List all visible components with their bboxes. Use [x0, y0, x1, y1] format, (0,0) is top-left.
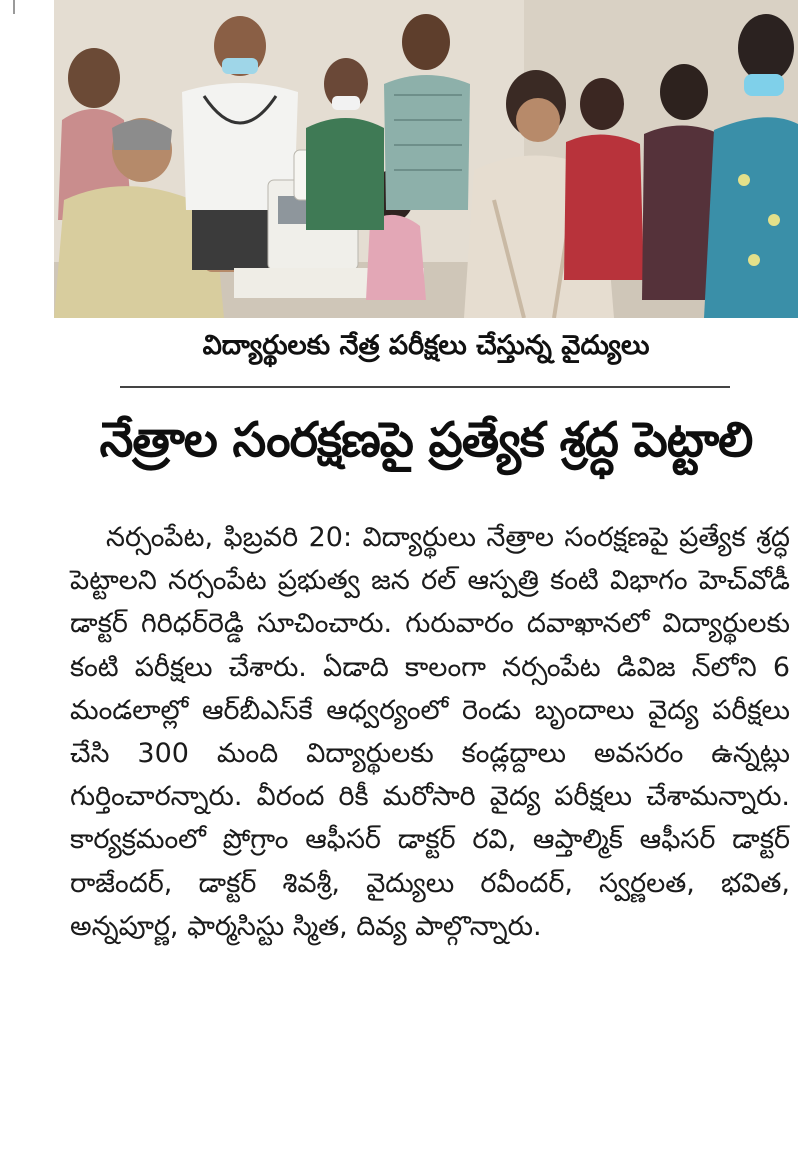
news-photo: [54, 0, 798, 318]
article-headline: నేత్రాల సంరక్షణపై ప్రత్యేక శ్రద్ధ పెట్టాలి: [99, 412, 753, 468]
article-body: నర్సంపేట, ఫిబ్రవరి 20: విద్యార్థులు నేత్రాల సంరక్షణపై ప్రత్యేక శ్రద్ధ పెట్టాలని నర్సంపేట ప్రభుత్వ జన రల్ ఆస్పత్రి కంటి విభాగం హెచ్‌వోడీ డాక్టర్ గిరిధర్‌రెడ్డి సూచించారు. గురువారం దవాఖానలో విద్యార్థులకు కంటి పరీక్షలు చేశారు. ఏడాది కాలంగా నర్సంపేట డివిజ న్‌లోని 6 మండలాల్లో ఆర్‌బీఎస్‌కే ఆధ్వర్యంలో రెండు బృందాలు వైద్య పరీక్షలు చేసి 300 మంది విద్యార్థులకు కండ్లద్దాలు అవసరం ఉన్నట్లు గుర్తించారన్నారు. వీరంద రికీ మరోసారి వైద్య పరీక్షలు చేశామన్నారు. కార్యక్రమంలో ప్రోగ్రాం ఆఫీసర్ డాక్టర్ రవి, ఆప్తాల్మిక్ ఆఫీసర్ డాక్టర్ రాజేందర్, డాక్టర్ శివశ్రీ, వైద్యులు రవీందర్, స్వర్ణలత, భవిత, అన్నపూర్ణ, ఫార్మసిస్టు స్మిత, దివ్య పాల్గొన్నారు.: [70, 522, 790, 942]
photo-caption: విద్యార్థులకు నేత్ర పరీక్షలు చేస్తున్న వైద్యులు: [202, 330, 650, 361]
margin-mark: [13, 0, 15, 14]
news-photo-illustration: [54, 0, 798, 318]
caption-divider: [120, 386, 730, 388]
